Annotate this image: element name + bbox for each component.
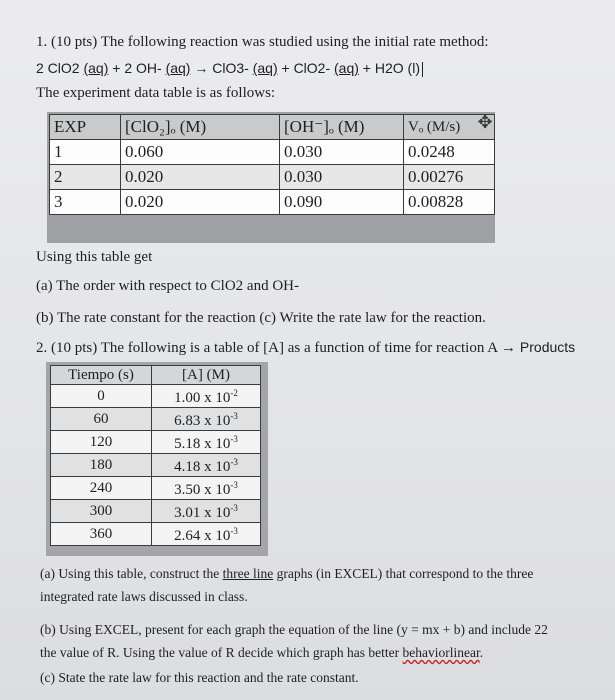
cell-concentration: 5.18 x $10^{-3}$ [152,431,261,454]
cell-time: 0 [51,385,152,408]
state-aq-4: (aq) [334,60,359,76]
spelling-error-word[interactable]: behaviorlinear [402,645,480,660]
header-time: Tiempo (s) [51,366,152,385]
table-row [51,477,261,500]
cell-concentration: 3.01 x $10^{-3}$ [152,500,261,523]
cell-oh: 0.030 [280,140,404,165]
table-row [51,385,261,408]
product-3: + H2O (l) [358,60,420,76]
header-clo2: [ClO₂]ₒ (M) [121,115,280,140]
cell-oh: 0.030 [280,165,404,190]
table-row [50,165,495,190]
cell-exp: 2 [50,165,121,190]
cell-clo2: 0.020 [121,165,280,190]
state-aq-3: (aq) [252,60,278,76]
reactant-1: 2 ClO2 [36,60,84,76]
cell-clo2: 0.060 [121,140,280,165]
table-row [50,140,495,165]
cell-concentration: 3.50 x $10^{-3}$ [152,477,261,500]
table-intro: The experiment data table is as follows: [36,85,276,101]
table-row [51,408,261,431]
cell-exp: 1 [50,140,121,165]
cell-rate: 0.00828 [404,190,495,215]
table-header-row [51,366,261,385]
cell-time: 120 [51,431,152,454]
cell-rate: 0.0248 [404,140,495,165]
cell-time: 180 [51,454,152,477]
table-header-row [50,115,495,140]
reactant-2: + 2 OH- [108,60,166,76]
cell-concentration: 2.64 x $10^{-3}$ [152,523,261,546]
header-rate: Vₒ (M/s) [404,115,495,140]
cell-time: 360 [51,523,152,546]
table-move-handle-icon[interactable]: ✥ [477,112,493,132]
table-row [51,454,261,477]
header-oh: [OH⁻]ₒ (M) [280,115,404,140]
header-exp: EXP [50,115,121,140]
cell-concentration: 4.18 x $10^{-3}$ [152,454,261,477]
question-1a: (a) The order with respect to ClO2 and OH- [36,278,299,294]
cell-exp: 3 [50,190,121,215]
reaction-equation [36,60,423,77]
table-row [51,431,261,454]
cell-oh: 0.090 [280,190,404,215]
question-2-title-text: 2. (10 pts) The following is a table of [A] as a function of time for reaction A [36,340,502,356]
question-2b-line-1: (b) Using EXCEL, present for each graph the equation of the line (y = mx + b) and include 22 [40,622,548,637]
cell-time: 300 [51,500,152,523]
text-cursor [422,62,423,77]
experiment-data-table [47,112,495,243]
cell-time: 240 [51,477,152,500]
three-line-link[interactable]: three line [222,566,274,581]
state-aq-1: (aq) [83,60,109,76]
table-row [51,500,261,523]
cell-concentration: 6.83 x $10^{-3}$ [152,408,261,431]
concentration-time-table [46,362,268,556]
question-2a-line-2: integrated rate laws discussed in class. [40,589,248,604]
question-2a-line-1: (a) Using this table, construct the three line graphs (in EXCEL) that correspond to the three [40,566,534,581]
product-1: ClO3- [212,60,253,76]
question-2c: (c) State the rate law for this reaction and the rate constant. [40,670,359,685]
state-aq-2: (aq) [165,60,191,76]
cell-time: 60 [51,408,152,431]
header-concentration: [A] (M) [152,366,261,385]
using-table-text: Using this table get [36,249,153,265]
cell-rate: 0.00276 [404,165,495,190]
table-row [50,190,495,215]
table-row [51,523,261,546]
reaction-arrow: → [501,339,517,356]
question-1-title: 1. (10 pts) The following reaction was studied using the initial rate method: [36,34,489,50]
cell-concentration: 1.00 x $10^{-2}$ [152,385,261,408]
question-2b-line-2: the value of R. Using the value of R decide which graph has better behaviorlinear. [40,645,484,660]
cell-clo2: 0.020 [121,190,280,215]
product-2: + ClO2- [277,60,335,76]
reaction-arrow: → [190,60,213,76]
products-label: Products [516,339,576,355]
question-1b: (b) The rate constant for the reaction (c) Write the rate law for the reaction. [36,310,486,326]
question-2-title [36,339,575,357]
